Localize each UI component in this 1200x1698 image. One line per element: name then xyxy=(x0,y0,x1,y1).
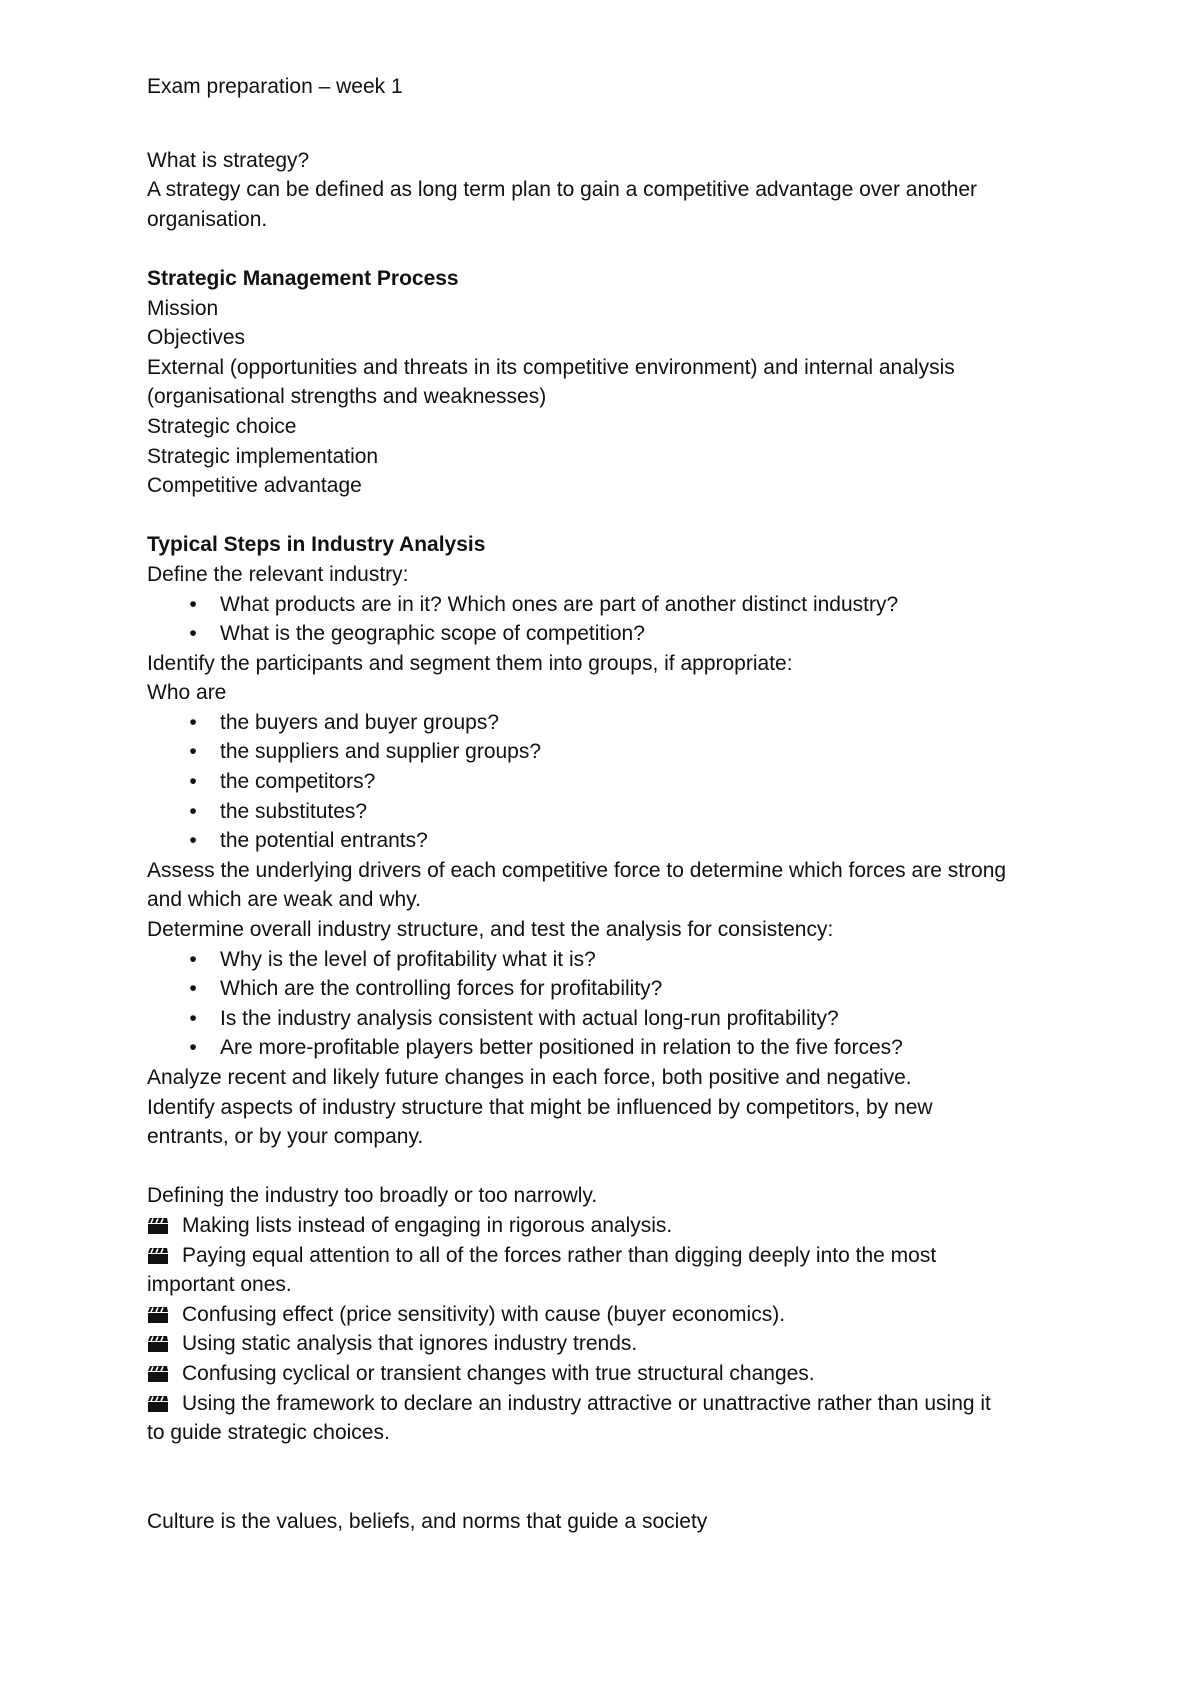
list-item: • What products are in it? Which ones are part of another distinct industry? xyxy=(220,590,1087,620)
pitfall-item: Paying equal attention to all of the forces rather than digging deeply into the most xyxy=(147,1241,1087,1271)
bullet-icon: • xyxy=(189,622,197,646)
smp-item: External (opportunities and threats in its competitive environment) and internal analysis xyxy=(147,355,955,379)
spacer xyxy=(147,501,1087,531)
industry-step: Assess the underlying drivers of each competitive force to determine which forces are strong xyxy=(147,858,1007,882)
pitfall-intro: Defining the industry too broadly or too narrowly. xyxy=(147,1184,598,1208)
clapperboard-icon xyxy=(147,1217,169,1235)
list-item: • the suppliers and supplier groups? xyxy=(220,737,1087,767)
strategy-answer-line: organisation. xyxy=(147,207,268,231)
smp-item: (organisational strengths and weaknesses) xyxy=(147,385,547,409)
smp-item: Strategic implementation xyxy=(147,444,379,468)
clapperboard-icon xyxy=(147,1306,169,1324)
page-title: Exam preparation – week 1 xyxy=(147,75,403,98)
bullet-icon: • xyxy=(189,799,197,823)
clapperboard-icon xyxy=(147,1247,169,1265)
spacer xyxy=(147,1152,1087,1182)
bullet-icon: • xyxy=(189,1006,197,1030)
pitfall-item: Using the framework to declare an industry attractive or unattractive rather than using it xyxy=(147,1389,1087,1419)
smp-item: Strategic choice xyxy=(147,414,297,438)
industry-step: Define the relevant industry: xyxy=(147,562,409,586)
pitfall-item: Confusing cyclical or transient changes with true structural changes. xyxy=(147,1359,1087,1389)
strategy-question: What is strategy? xyxy=(147,148,310,172)
list-item: • Which are the controlling forces for profitability? xyxy=(220,974,1087,1004)
bullet-icon: • xyxy=(189,592,197,616)
industry-step: Determine overall industry structure, and test the analysis for consistency: xyxy=(147,918,834,942)
bullet-list xyxy=(147,708,1087,856)
industry-subheading: Who are xyxy=(147,681,227,705)
pitfall-item: Confusing effect (price sensitivity) with cause (buyer economics). xyxy=(147,1300,1087,1330)
strategy-answer-line: A strategy can be defined as long term plan to gain a competitive advantage over another xyxy=(147,178,978,202)
pitfall-item-continuation: important ones. xyxy=(147,1273,292,1297)
clapperboard-icon xyxy=(147,1335,169,1353)
list-item: • Why is the level of profitability what it is? xyxy=(220,945,1087,975)
clapperboard-icon xyxy=(147,1395,169,1413)
bullet-icon: • xyxy=(189,977,197,1001)
list-item: • the buyers and buyer groups? xyxy=(220,708,1087,738)
section-heading-industry: Typical Steps in Industry Analysis xyxy=(147,533,486,557)
pitfall-item-continuation: to guide strategic choices. xyxy=(147,1421,390,1445)
bullet-icon: • xyxy=(189,1036,197,1060)
list-item: • Is the industry analysis consistent with actual long-run profitability? xyxy=(220,1004,1087,1034)
spacer xyxy=(147,1448,1087,1507)
bullet-icon: • xyxy=(189,770,197,794)
industry-step: Identify aspects of industry structure that might be influenced by competitors, by new xyxy=(147,1095,933,1119)
smp-item: Objectives xyxy=(147,326,246,350)
list-item: • What is the geographic scope of competition? xyxy=(220,619,1087,649)
industry-step: Analyze recent and likely future changes in each force, both positive and negative. xyxy=(147,1066,912,1089)
pitfall-item: Making lists instead of engaging in rigorous analysis. xyxy=(147,1211,1087,1241)
bullet-icon: • xyxy=(189,740,197,764)
smp-item: Mission xyxy=(147,296,219,320)
list-item: • the competitors? xyxy=(220,767,1087,797)
bullet-icon: • xyxy=(189,710,197,734)
list-item: • the potential entrants? xyxy=(220,826,1087,856)
document-body xyxy=(147,72,1087,1536)
section-heading-smp: Strategic Management Process xyxy=(147,266,459,290)
list-item: • the substitutes? xyxy=(220,797,1087,827)
bullet-list xyxy=(147,945,1087,1063)
industry-step: and which are weak and why. xyxy=(147,888,421,912)
bullet-icon: • xyxy=(189,829,197,853)
spacer xyxy=(147,234,1087,264)
bullet-list xyxy=(147,590,1087,649)
bullet-icon: • xyxy=(189,947,197,971)
smp-item: Competitive advantage xyxy=(147,474,362,498)
industry-step: Identify the participants and segment them into groups, if appropriate: xyxy=(147,651,793,675)
culture-definition: Culture is the values, beliefs, and norms that guide a society xyxy=(147,1509,708,1533)
list-item: • Are more-profitable players better positioned in relation to the five forces? xyxy=(220,1033,1087,1063)
pitfall-item: Using static analysis that ignores industry trends. xyxy=(147,1329,1087,1359)
clapperboard-icon xyxy=(147,1365,169,1383)
industry-step: entrants, or by your company. xyxy=(147,1125,424,1149)
